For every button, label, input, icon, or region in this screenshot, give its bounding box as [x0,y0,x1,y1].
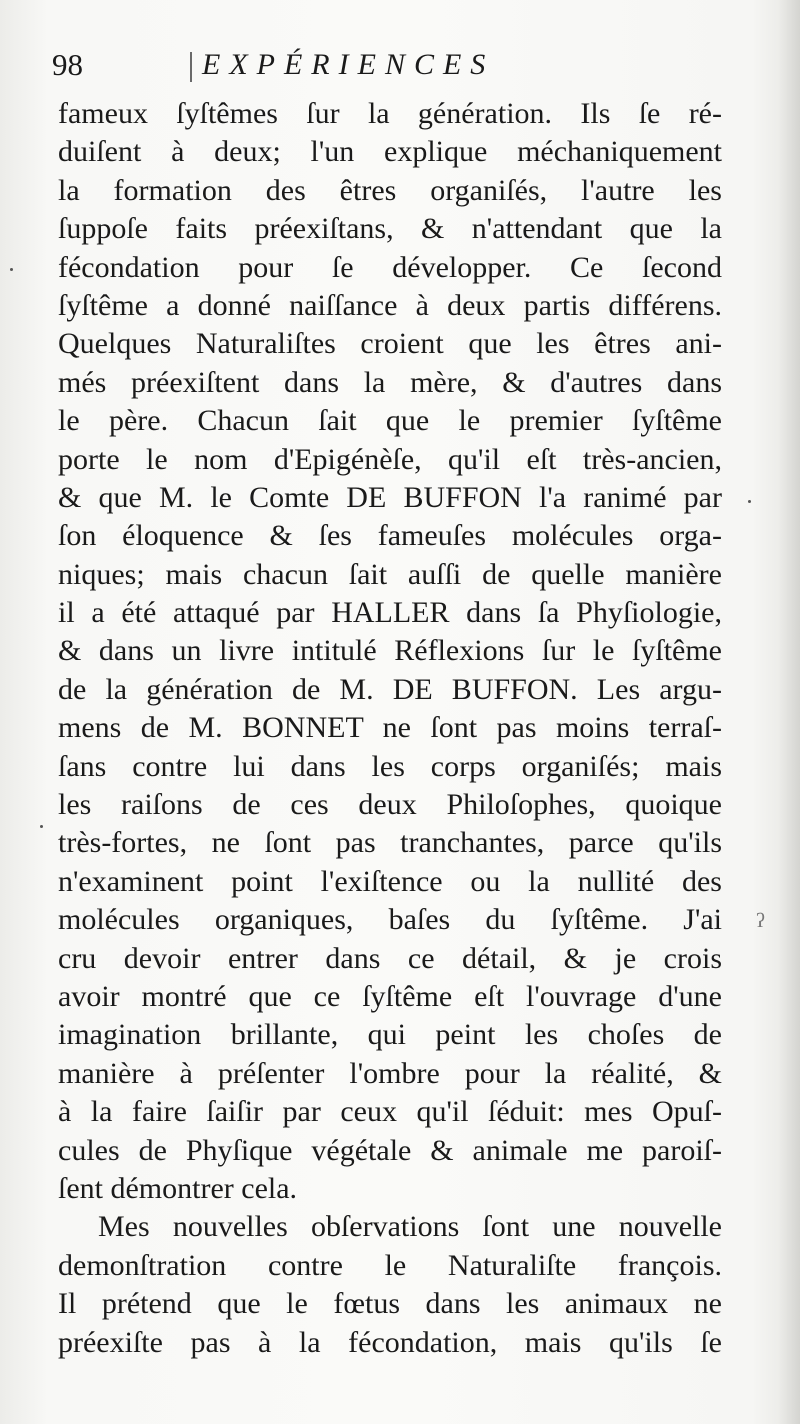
text-line: la formation des êtres organiſés, l'autre les [58,173,722,207]
margin-pencil-mark: ʔ [756,910,765,932]
text-line: niques; mais chacun ſait auſſi de quelle manière [58,557,722,591]
text-line: très-fortes, ne ſont pas tranchantes, parce qu'ils [58,826,722,860]
text-line: ſans contre lui dans les corps organiſés; mais [58,749,722,783]
text-line: mens de M. BONNET ne ſont pas moins terraſ- [58,711,722,745]
text-line: demonſtration contre le Naturaliſte françois. [58,1248,722,1282]
text-line: molécules organiques, baſes du ſyſtême. J'ai [58,903,722,937]
text-line: n'examinent point l'exiſtence ou la nullité des [58,864,722,898]
page-header [52,40,752,90]
text-line: ſon éloquence & ſes fameuſes molécules orga- [58,519,722,553]
page-number: 98 [52,47,83,82]
text-line: Il prétend que le fœtus dans les animaux ne [58,1287,722,1321]
text-line: manière à préſenter l'ombre pour la réalité, & [58,1056,722,1090]
page-edge-shadow [778,0,800,1424]
paragraph-start-line: Mes nouvelles obſervations ſont une nouvelle [98,1210,722,1244]
running-head: EXPÉRIENCES [202,48,495,81]
text-line: Quelques Naturaliſtes croient que les êtres ani- [58,327,722,361]
text-line: & que M. le Comte DE BUFFON l'a ranimé par [58,480,722,514]
body-text [58,95,722,1362]
text-line: cru devoir entrer dans ce détail, & je crois [58,941,722,975]
text-line: porte le nom d'Epigénèſe, qu'il eſt très-ancien, [58,442,722,476]
text-line: de la génération de M. DE BUFFON. Les argu- [58,672,722,706]
ink-speck [40,825,43,828]
text-line: ſyſtême a donné naiſſance à deux partis différens. [58,288,722,322]
text-line: duiſent à deux; l'un explique méchaniquement [58,135,722,169]
text-line: le père. Chacun ſait que le premier ſyſtême [58,404,722,438]
text-line: fécondation pour ſe développer. Ce ſecond [58,250,722,284]
text-line: préexiſte pas à la fécondation, mais qu'ils ſe [58,1325,722,1359]
ink-speck [748,500,751,503]
header-divider [190,52,192,82]
text-line: més préexiſtent dans la mère, & d'autres dans [58,365,722,399]
text-line: imagination brillante, qui peint les choſes de [58,1018,722,1052]
text-line: avoir montré que ce ſyſtême eſt l'ouvrage d'une [58,979,722,1013]
text-line: à la faire ſaiſir par ceux qu'il ſéduit: mes Opuſ- [58,1095,722,1129]
ink-speck [10,268,13,271]
text-line: il a été attaqué par HALLER dans ſa Phyſiologie, [58,596,722,630]
text-line: fameux ſyſtêmes ſur la génération. Ils ſe ré- [58,97,722,130]
text-line: & dans un livre intitulé Réflexions ſur le ſyſtême [58,634,722,668]
text-line: cules de Phyſique végétale & animale me paroiſ- [58,1133,722,1167]
text-line: ſuppoſe faits préexiſtans, & n'attendant que la [58,212,722,246]
text-line: les raiſons de ces deux Philoſophes, quoique [58,788,722,822]
paragraph-end-line: ſent démontrer cela. [58,1171,298,1205]
